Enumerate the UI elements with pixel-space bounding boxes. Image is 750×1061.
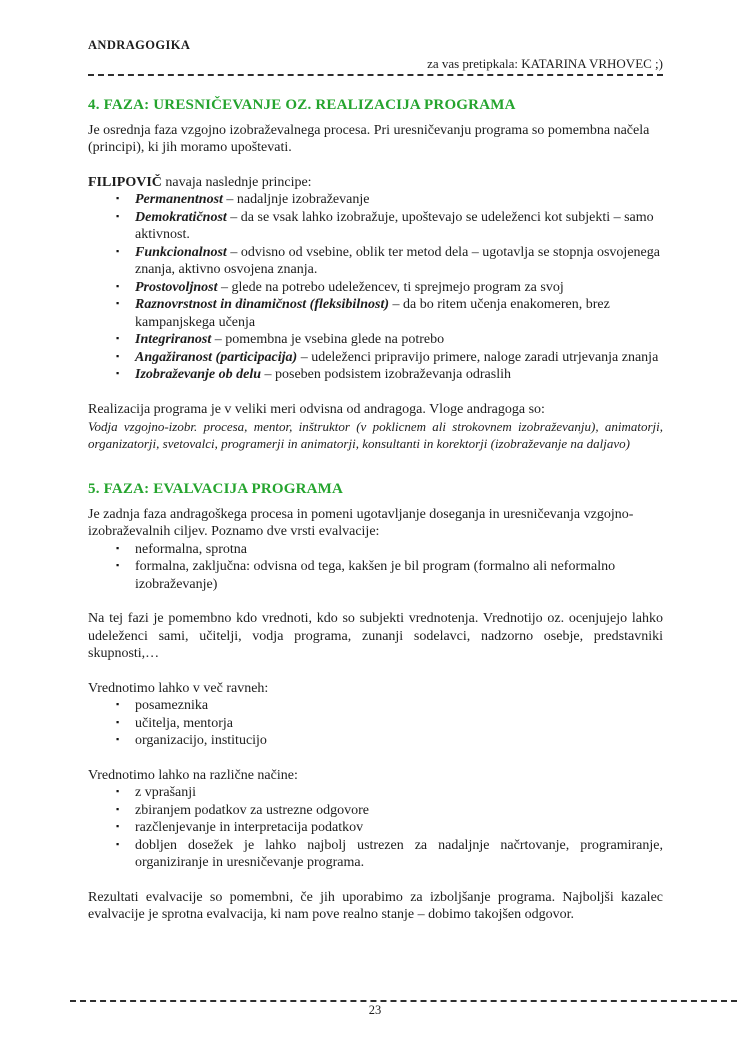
bullet-square-icon: ▪ xyxy=(116,734,120,744)
bullet-text: posameznika xyxy=(135,698,209,713)
bullet-item xyxy=(88,209,663,244)
bullet-square-icon: ▪ xyxy=(116,786,120,796)
bullet-square-icon: ▪ xyxy=(116,542,120,553)
bullet-square-icon: ▪ xyxy=(116,699,120,709)
bullet-item xyxy=(88,715,663,733)
bullet-square-icon: ▪ xyxy=(116,350,120,361)
text-run: navaja naslednje principe: xyxy=(161,174,312,190)
bullet-term: Integriranost xyxy=(135,332,212,347)
bullet-text: – nadaljnje izobraževanje xyxy=(222,192,370,207)
bullet-text: – odvisno od vsebine, oblik ter metod dela – ugotavlja se stopnja osvojenega znanja, aktivno osvojena znanja. xyxy=(135,244,660,277)
bullet-square-icon: ▪ xyxy=(116,821,120,831)
footer-rule xyxy=(70,1000,737,1002)
bullet-term: Izobraževanje ob delu xyxy=(135,367,261,382)
text-run: Rezultati evalvacije so pomembni, če jih uporabimo za izboljšanje programa. Najboljši kazalec evalvacije je sprotna evalvacija, ki nam pove realno stanje – dobimo takojšen odgovor. xyxy=(88,889,663,922)
bullet-list xyxy=(88,697,663,750)
bullet-item xyxy=(88,331,663,349)
text-run: Na tej fazi je pomembno kdo vrednoti, kdo so subjekti vrednotenja. Vrednotijo oz. ocenjujejo lahko udeleženci sami, učitelji, vodja programa, zunanji sodelavci, nadzorno osebje, predstavniki skupnosti,… xyxy=(88,611,663,661)
paragraph xyxy=(88,174,663,192)
bullet-square-icon: ▪ xyxy=(116,280,120,291)
page-content xyxy=(88,38,663,924)
paragraph xyxy=(88,401,663,419)
bullet-square-icon: ▪ xyxy=(116,210,120,221)
bullet-text: dobljen dosežek je lahko najbolj ustrezen za nadaljnje načrtovanje, programiranje, organiziranje in uresničevanje programa. xyxy=(135,837,663,870)
bullet-square-icon: ▪ xyxy=(116,368,120,378)
spacer xyxy=(88,663,663,680)
bullet-item xyxy=(88,244,663,279)
bullet-item xyxy=(88,279,663,297)
bullet-list xyxy=(88,784,663,872)
bold-run: FILIPOVIČ xyxy=(88,174,162,190)
paragraph xyxy=(88,122,663,157)
bullet-item xyxy=(88,558,663,593)
bullet-text: organizacijo, institucijo xyxy=(135,733,267,748)
bullet-item xyxy=(88,296,663,331)
bullet-square-icon: ▪ xyxy=(116,560,120,570)
text-run: Vrednotimo lahko na različne načine: xyxy=(88,767,298,783)
bullet-list xyxy=(88,541,663,594)
bullet-square-icon: ▪ xyxy=(116,716,120,727)
text-run: Je zadnja faza andragoškega procesa in pomeni ugotavljanje doseganja in uresničevanja vzgojno-izobraževalnih ciljev. Poznamo dve vrsti evalvacije: xyxy=(88,506,634,539)
bullet-text: razčlenjevanje in interpretacija podatkov xyxy=(135,820,364,835)
bullet-term: Demokratičnost xyxy=(135,209,227,225)
bullet-text: zbiranjem podatkov za ustrezne odgovore xyxy=(135,802,370,818)
bullet-item xyxy=(88,191,663,209)
bullet-item xyxy=(88,541,663,559)
bullet-square-icon: ▪ xyxy=(116,803,120,814)
paragraph xyxy=(88,418,663,452)
text-run: Realizacija programa je v veliki meri odvisna od andragoga. Vloge andragoga so: xyxy=(88,401,545,417)
bullet-item xyxy=(88,837,663,872)
page-number: 23 xyxy=(368,1003,382,1017)
bullet-term: Angažiranost (participacija) xyxy=(135,349,298,365)
document-body xyxy=(88,97,663,924)
bullet-term: Funkcionalnost xyxy=(135,244,227,260)
spacer xyxy=(88,750,663,767)
spacer xyxy=(88,384,663,401)
text-run: Vodja vzgojno-izobr. procesa, mentor, inštruktor (v poklicnem ali strokovnem izobraževanju), animatorji, organizatorji, svetovalci, programerji in animatorji, konsultanti in korektorji (izobraževanje na daljavo) xyxy=(88,419,663,451)
text-run: Je osrednja faza vzgojno izobraževalnega procesa. Pri uresničevanju programa so pomembna načela (principi), ki jih moramo upoštevati. xyxy=(88,122,650,155)
paragraph xyxy=(88,610,663,663)
bullet-square-icon: ▪ xyxy=(116,245,120,256)
bullet-square-icon: ▪ xyxy=(116,298,120,308)
bullet-text: – udeleženci pripravijo primere, naloge zaradi utrjevanja znanja xyxy=(297,349,659,365)
bullet-text: učitelja, mentorja xyxy=(135,715,233,731)
bullet-text: – pomembna je vsebina glede na potrebo xyxy=(211,332,445,347)
bullet-item xyxy=(88,784,663,802)
spacer xyxy=(88,157,663,174)
bullet-term: Prostovoljnost xyxy=(135,279,218,295)
bullet-text: – da bo ritem učenja enakomeren, brez kampanjskega učenja xyxy=(135,297,610,330)
bullet-term: Raznovrstnost in dinamičnost (fleksibilnost) xyxy=(135,297,389,312)
spacer xyxy=(88,593,663,610)
bullet-term: Permanentnost xyxy=(135,192,223,207)
section-heading: 5. FAZA: EVALVACIJA PROGRAMA xyxy=(88,481,344,497)
bullet-item xyxy=(88,819,663,837)
bullet-text: – da se vsak lahko izobražuje, upoštevajo se udeleženci kot subjekti – samo aktivnost. xyxy=(135,209,654,242)
paragraph xyxy=(88,889,663,924)
bullet-item xyxy=(88,802,663,820)
typist-credit: za vas pretipkala: KATARINA VRHOVEC ;) xyxy=(427,56,663,71)
bullet-square-icon: ▪ xyxy=(116,333,120,343)
spacer xyxy=(88,872,663,889)
text-run: Vrednotimo lahko v več ravneh: xyxy=(88,680,269,696)
bullet-text: – poseben podsistem izobraževanja odraslih xyxy=(261,367,511,382)
paragraph xyxy=(88,680,663,698)
bullet-text: formalna, zaključna: odvisna od tega, kakšen je bil program (formalno ali neformalno izobraževanje) xyxy=(135,559,616,592)
bullet-item xyxy=(88,697,663,715)
bullet-text: z vprašanji xyxy=(135,785,197,800)
bullet-text: – glede na potrebo udeležencev, ti sprejmejo program za svoj xyxy=(217,279,564,295)
section-heading: 4. FAZA: URESNIČEVANJE OZ. REALIZACIJA PROGRAMA xyxy=(88,97,516,113)
bullet-text: neformalna, sprotna xyxy=(135,541,247,557)
bullet-list xyxy=(88,191,663,384)
paragraph xyxy=(88,767,663,785)
spacer xyxy=(88,452,663,481)
bullet-item xyxy=(88,349,663,367)
bullet-item xyxy=(88,366,663,384)
bullet-item xyxy=(88,732,663,750)
course-title: ANDRAGOGIKA xyxy=(88,38,191,52)
page-header xyxy=(88,38,663,76)
bullet-square-icon: ▪ xyxy=(116,193,120,203)
paragraph xyxy=(88,506,663,541)
bullet-square-icon: ▪ xyxy=(116,838,120,849)
